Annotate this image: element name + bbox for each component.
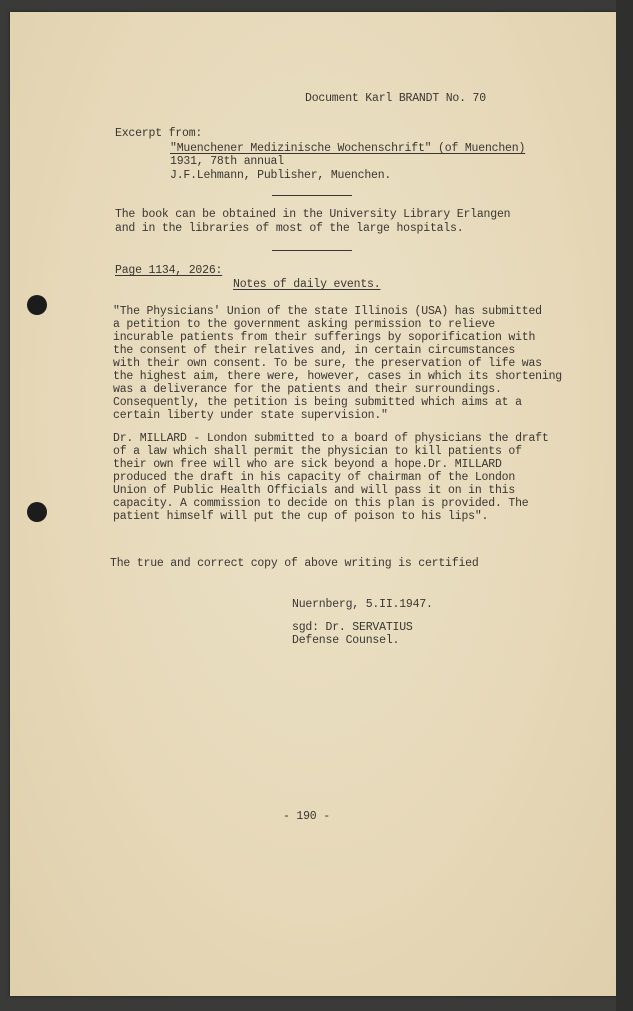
punch-hole-bottom <box>27 502 47 522</box>
paragraph-line: their own free will who are sick beyond a hope.Dr. MILLARD <box>113 458 502 471</box>
excerpt-label: Excerpt from: <box>115 127 203 140</box>
section-heading: Notes of daily events. <box>233 278 381 291</box>
availability-line: and in the libraries of most of the large hospitals. <box>115 222 464 235</box>
page-reference: Page 1134, 2026: <box>115 264 223 277</box>
paragraph-line: certain liberty under state supervision." <box>113 409 388 422</box>
paragraph-line: the highest aim, there were, however, cases in which its shortening <box>113 370 562 383</box>
place-date: Nuernberg, 5.II.1947. <box>292 598 433 611</box>
paragraph-line: with their own consent. To be sure, the preservation of life was <box>113 357 542 370</box>
punch-hole-top <box>27 295 47 315</box>
document-id: Document Karl BRANDT No. 70 <box>305 92 486 105</box>
paragraph-line: produced the draft in his capacity of chairman of the London <box>113 471 516 484</box>
paragraph-line: Union of Public Health Officials and will pass it on in this <box>113 484 516 497</box>
source-year: 1931, 78th annual <box>170 155 284 168</box>
certification-statement: The true and correct copy of above writing is certified <box>110 557 479 570</box>
source-title: "Muenchener Medizinische Wochenschrift" (of Muenchen) <box>170 142 526 155</box>
paragraph-line: incurable patients from their sufferings by soporification with <box>113 331 536 344</box>
signature: sgd: Dr. SERVATIUS <box>292 621 413 634</box>
signature-title: Defense Counsel. <box>292 634 400 647</box>
paragraph-line: the consent of their relatives and, in certain circumstances <box>113 344 516 357</box>
paragraph-line: patient himself will put the cup of poison to his lips". <box>113 510 489 523</box>
paragraph-line: Consequently, the petition is being submitted which aims at a <box>113 396 522 409</box>
availability-line: The book can be obtained in the University Library Erlangen <box>115 208 511 221</box>
scan-border <box>616 0 633 1011</box>
paragraph-line: Dr. MILLARD - London submitted to a board of physicians the draft <box>113 432 549 445</box>
page-number: - 190 - <box>283 810 330 823</box>
paragraph-line: was a deliverance for the patients and their surroundings. <box>113 383 502 396</box>
source-publisher: J.F.Lehmann, Publisher, Muenchen. <box>170 169 392 182</box>
paragraph-line: of a law which shall permit the physician to kill patients of <box>113 445 522 458</box>
separator-rule <box>272 195 352 196</box>
paragraph-line: "The Physicians' Union of the state Illinois (USA) has submitted <box>113 305 542 318</box>
separator-rule <box>272 250 352 251</box>
paragraph-line: capacity. A commission to decide on this plan is provided. The <box>113 497 529 510</box>
paragraph-line: a petition to the government asking permission to relieve <box>113 318 495 331</box>
